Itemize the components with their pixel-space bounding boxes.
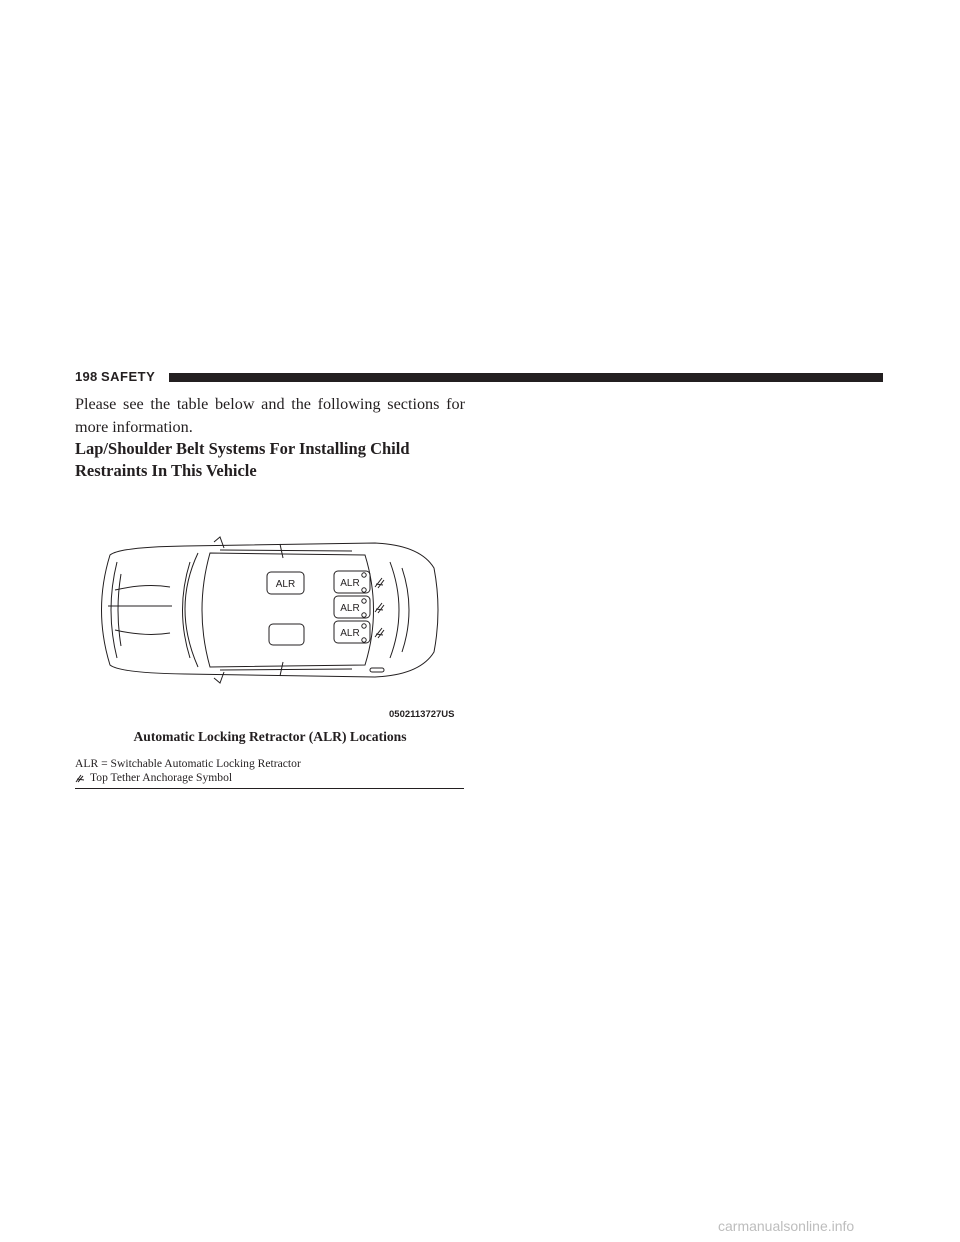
legend-tether-label: Top Tether Anchorage Symbol — [90, 771, 233, 784]
tether-anchor-icon — [75, 773, 87, 783]
header-rule — [169, 373, 883, 382]
vehicle-diagram — [90, 530, 450, 690]
legend-alr: ALR = Switchable Automatic Locking Retractor — [75, 757, 301, 770]
figure-bottom-rule — [75, 788, 464, 789]
intro-paragraph: Please see the table below and the following sections for more information. — [75, 395, 465, 436]
section-title: SAFETY — [101, 369, 156, 384]
watermark: carmanualsonline.info — [718, 1218, 855, 1234]
section-heading — [75, 438, 475, 482]
figure-id: 0502113727US — [389, 709, 455, 720]
figure-caption: Automatic Locking Retractor (ALR) Locations — [133, 729, 407, 744]
page-header — [75, 368, 883, 386]
legend-tether — [75, 771, 232, 784]
tether-anchor-icon — [375, 578, 384, 638]
page-number: 198 — [75, 369, 98, 384]
alr-label-rear-2: ALR — [340, 603, 360, 614]
heading-line-2: Restraints In This Vehicle — [75, 461, 257, 480]
alr-label-rear-3: ALR — [340, 628, 360, 639]
heading-line-1: Lap/Shoulder Belt Systems For Installing Child — [75, 439, 410, 458]
alr-label-rear-1: ALR — [340, 578, 360, 589]
alr-label-front: ALR — [275, 579, 296, 590]
